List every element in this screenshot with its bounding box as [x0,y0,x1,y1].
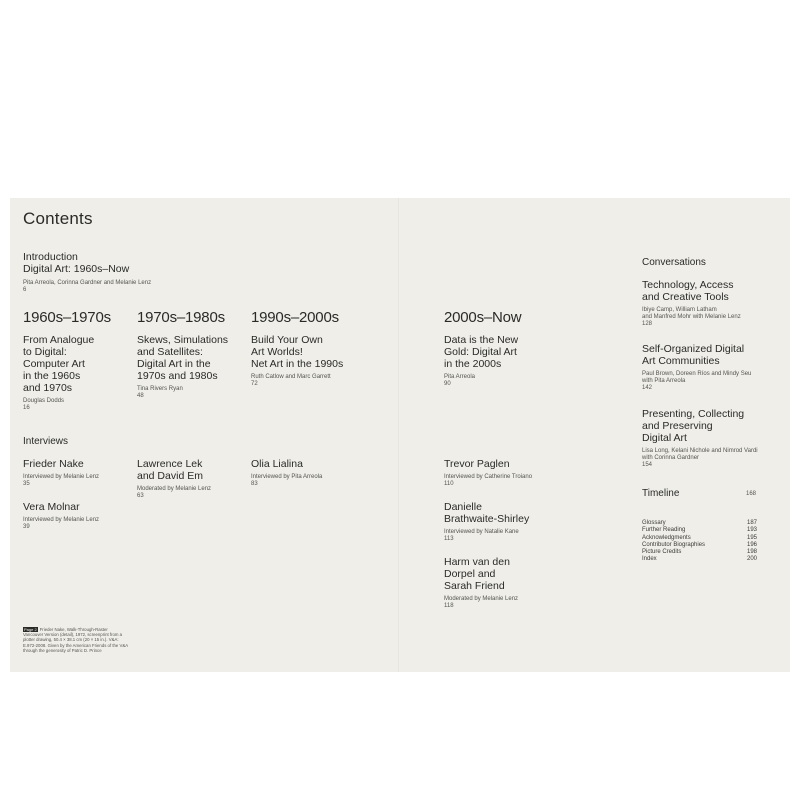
interview-name: Danielle Brathwaite-Shirley [444,501,530,525]
interview-page: 63 [137,493,144,499]
conversation-page: 154 [642,462,653,468]
interview-credit: Interviewed by Natalie Kane [444,529,519,535]
page-title: Contents [23,209,93,228]
interview-page: 39 [23,524,30,530]
essay-author: Pita Arreola [444,374,476,380]
interview-name: Olia Lialina [251,458,303,470]
conversation-title: Self-Organized Digital Art Communities [642,343,745,367]
interview-lek-em [137,458,247,500]
book-gutter [398,198,400,672]
essay-title: Skews, Simulations and Satellites: Digital Art in the 1970s and 1980s [137,334,229,382]
essay-title: Data is the New Gold: Digital Art in the 2000s [444,334,519,370]
back-matter-list [642,520,757,564]
essay-page: 48 [137,393,144,399]
interview-page: 83 [251,481,258,487]
conversation-people: Paul Brown, Doreen Ríos and Mindy Seu with Pita Arreola [642,371,752,384]
back-matter-item: Further Reading 193 [642,527,757,534]
intro-title: Introduction Digital Art: 1960s–Now [23,251,130,275]
essay-author: Ruth Catlow and Marc Garrett [251,374,331,380]
period-column-1970s [137,309,249,400]
plate-label: Page 2 [24,627,37,632]
interview-page: 35 [23,481,30,487]
interview-credit: Moderated by Melanie Lenz [137,486,212,492]
interviews-heading: Interviews [23,436,69,447]
interview-credit: Interviewed by Melanie Lenz [23,474,100,480]
conversation-technology [642,279,782,328]
interview-name: Trevor Paglen [444,458,510,470]
back-matter-item: Glossary 187 [642,520,757,526]
period-heading: 2000s–Now [444,309,522,326]
essay-page: 90 [444,381,451,387]
essay-title: From Analogue to Digital: Computer Art in the 1960s and 1970s [23,334,95,394]
conversation-preserving [642,408,782,469]
back-matter-item: Acknowledgments 195 [642,534,757,541]
interview-molnar [23,501,133,531]
interview-dorpel-friend [444,556,584,610]
interview-credit: Interviewed by Pita Arreola [251,474,323,480]
essay-page: 16 [23,405,30,411]
period-column-1960s [23,309,135,412]
back-matter-item: Index 200 [642,556,757,563]
interview-credit: Interviewed by Catherine Troiano [444,474,533,480]
interview-lialina [251,458,371,488]
essay-page: 72 [251,381,258,387]
period-heading: 1990s–2000s [251,309,339,326]
essay-author: Tina Rivers Ryan [137,386,183,392]
conversation-people: Ibiye Camp, William Latham and Manfred Mohr with Melanie Lenz [642,307,741,320]
caption-text: Frieder Nake, Walk-Through-Raster Vancouver Version (detail), 1972, screenprint from a plotter drawing, 50.4 × 38.1 cm (20 × 15 in.). V&A: E.972-2008. Given by the American Friends of the V&A through the generosity of Patric D. Prince [23,627,128,653]
back-matter-item: Picture Credits 198 [642,549,757,556]
essay-title: Build Your Own Art Worlds! Net Art in the 1990s [251,334,344,370]
conversation-communities [642,343,782,392]
period-heading: 1970s–1980s [137,309,225,326]
conversation-title: Presenting, Collecting and Preserving Digital Art [642,408,745,444]
intro-authors: Pita Arreola, Corinna Gardner and Melanie Lenz [23,280,152,286]
conversation-people: Lisa Long, Kelani Nichole and Nimrod Vardi with Corinna Gardner [642,448,758,461]
interview-page: 110 [444,481,454,487]
back-matter-item: Contributor Biographies 196 [642,541,757,548]
interview-name: Frieder Nake [23,458,84,470]
interview-page: 118 [444,603,454,609]
timeline-page: 168 [746,491,757,497]
interview-name: Lawrence Lek and David Em [137,458,203,482]
interview-paglen [444,458,584,488]
interview-nake [23,458,133,488]
conversation-page: 142 [642,385,653,391]
interview-name: Vera Molnar [23,501,80,513]
essay-author: Douglas Dodds [23,398,65,404]
interview-brathwaite-shirley [444,501,584,543]
interview-name: Harm van den Dorpel and Sarah Friend [444,556,510,592]
timeline-label: Timeline [642,488,680,499]
conversation-page: 128 [642,321,653,327]
conversation-title: Technology, Access and Creative Tools [642,279,734,303]
interview-credit: Interviewed by Melanie Lenz [23,517,100,523]
period-column-2000s [444,309,564,388]
intro-page: 6 [23,287,27,293]
interview-page: 113 [444,536,454,542]
interview-credit: Moderated by Melanie Lenz [444,596,519,602]
period-column-1990s [251,309,376,388]
period-heading: 1960s–1970s [23,309,111,326]
conversations-heading: Conversations [642,257,706,268]
image-caption [23,627,128,653]
